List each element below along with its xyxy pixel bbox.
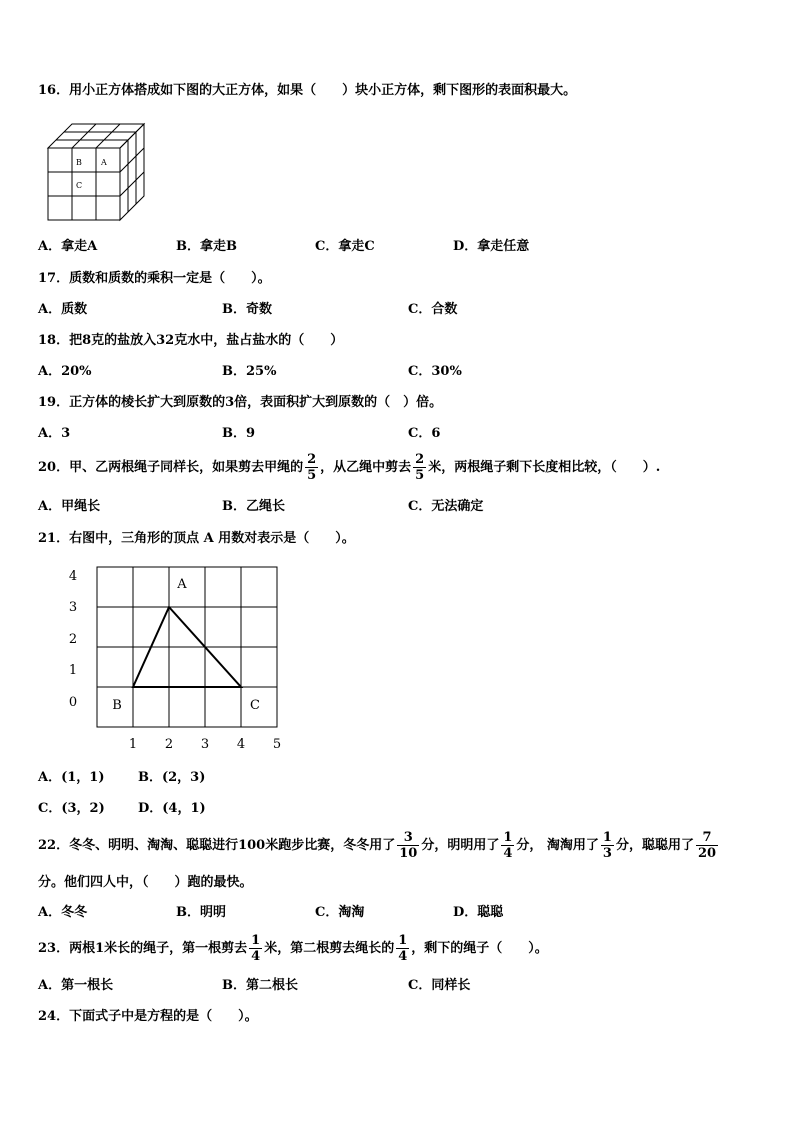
question-22-line-2: 分。他们四人中，（ ）跑的最快。 xyxy=(38,875,253,890)
q19-option-a[interactable]: A．3 xyxy=(38,426,71,441)
q22-text-2: 分，明明用了 xyxy=(421,838,500,853)
cube-label-b: B xyxy=(76,158,82,167)
q20-fraction-2: $\frac{2}{5}$ xyxy=(415,452,425,483)
x-tick-1: 1 xyxy=(128,737,138,752)
q21-option-d[interactable]: D．(4，1) xyxy=(138,801,206,816)
cube-figure xyxy=(46,122,148,222)
q20-option-c[interactable]: C．无法确定 xyxy=(408,499,484,514)
point-label-c: C xyxy=(250,698,260,713)
q20-option-a[interactable]: A．甲绳长 xyxy=(38,499,101,514)
q16-option-a[interactable]: A．拿走A xyxy=(38,239,98,254)
q23-option-b[interactable]: B．第二根长 xyxy=(222,978,298,993)
q23-option-c[interactable]: C．同样长 xyxy=(408,978,471,993)
q17-option-b[interactable]: B．奇数 xyxy=(222,302,272,317)
question-18: 18．把8克的盐放入32克水中，盐占盐水的（ ） xyxy=(38,333,344,348)
q17-option-c[interactable]: C．合数 xyxy=(408,302,458,317)
x-tick-4: 4 xyxy=(236,737,246,752)
q23-text-2: 米，第二根剪去绳长的 xyxy=(264,941,395,956)
point-label-a: A xyxy=(177,577,187,592)
q22-fraction-4: $\frac{7}{20}$ xyxy=(697,830,717,861)
x-tick-2: 2 xyxy=(164,737,174,752)
q16-option-d[interactable]: D．拿走任意 xyxy=(453,239,530,254)
q21-option-a[interactable]: A．(1，1) xyxy=(38,770,105,785)
q23-option-a[interactable]: A．第一根长 xyxy=(38,978,114,993)
q18-option-b[interactable]: B．25% xyxy=(222,364,277,379)
q16-option-c[interactable]: C．拿走C xyxy=(315,239,375,254)
q22-option-b[interactable]: B．明明 xyxy=(176,905,226,920)
q19-option-c[interactable]: C．6 xyxy=(408,426,441,441)
question-24: 24．下面式子中是方程的是（ ）。 xyxy=(38,1009,258,1024)
q20-text-1: 20．甲、乙两根绳子同样长，如果剪去甲绳的 xyxy=(38,460,304,475)
q23-fraction-2: $\frac{1}{4}$ xyxy=(398,933,408,964)
y-tick-3: 3 xyxy=(68,600,78,615)
question-17: 17．质数和质数的乘积一定是（ ）。 xyxy=(38,271,271,286)
question-16: 16．用小正方体搭成如下图的大正方体，如果（ ）块小正方体，剩下图形的表面积最大。 xyxy=(38,83,577,98)
cube-label-c: C xyxy=(76,181,83,190)
q22-option-c[interactable]: C．淘淘 xyxy=(315,905,365,920)
q23-fraction-1: $\frac{1}{4}$ xyxy=(251,933,261,964)
q22-fraction-2: $\frac{1}{4}$ xyxy=(503,830,513,861)
question-22 xyxy=(38,830,720,861)
q23-text-1: 23．两根1米长的绳子，第一根剪去 xyxy=(38,941,248,956)
q22-fraction-3: $\frac{1}{3}$ xyxy=(602,830,612,861)
q20-text-3: 米，两根绳子剩下长度相比较，（ ）. xyxy=(428,460,661,475)
q22-option-a[interactable]: A．冬冬 xyxy=(38,905,88,920)
q22-text-4: 分，聪聪用了 xyxy=(615,838,694,853)
q20-fraction-1: $\frac{2}{5}$ xyxy=(307,452,317,483)
q18-option-c[interactable]: C．30% xyxy=(408,364,462,379)
question-20 xyxy=(38,452,660,483)
q22-fraction-1: $\frac{3}{10}$ xyxy=(399,830,418,861)
y-tick-0: 0 xyxy=(68,695,78,710)
cube-label-a: A xyxy=(101,158,107,167)
question-23 xyxy=(38,933,548,964)
q16-option-b[interactable]: B．拿走B xyxy=(176,239,237,254)
q22-option-d[interactable]: D．聪聪 xyxy=(453,905,504,920)
q22-text-1: 22．冬冬、明明、淘淘、聪聪进行100米跑步比赛，冬冬用了 xyxy=(38,838,396,853)
q23-text-3: ，剩下的绳子（ ）。 xyxy=(411,941,548,956)
q17-option-a[interactable]: A．质数 xyxy=(38,302,88,317)
x-tick-5: 5 xyxy=(272,737,282,752)
q18-option-a[interactable]: A．20% xyxy=(38,364,92,379)
coordinate-grid xyxy=(60,560,290,752)
q20-option-b[interactable]: B．乙绳长 xyxy=(222,499,285,514)
q20-text-2: ，从乙绳中剪去 xyxy=(320,460,412,475)
q19-option-b[interactable]: B．9 xyxy=(222,426,256,441)
q22-text-3: 分， 淘淘用了 xyxy=(516,838,599,853)
question-19: 19．正方体的棱长扩大到原数的3倍，表面积扩大到原数的（ ）倍。 xyxy=(38,395,443,410)
q21-option-b[interactable]: B．(2，3) xyxy=(138,770,206,785)
question-21: 21．右图中，三角形的顶点 A 用数对表示是（ ）。 xyxy=(38,531,355,546)
x-tick-3: 3 xyxy=(200,737,210,752)
q21-option-c[interactable]: C．(3，2) xyxy=(38,801,105,816)
y-tick-4: 4 xyxy=(68,569,78,584)
point-label-b: B xyxy=(112,698,122,713)
y-tick-2: 2 xyxy=(68,632,78,647)
y-tick-1: 1 xyxy=(68,663,78,678)
